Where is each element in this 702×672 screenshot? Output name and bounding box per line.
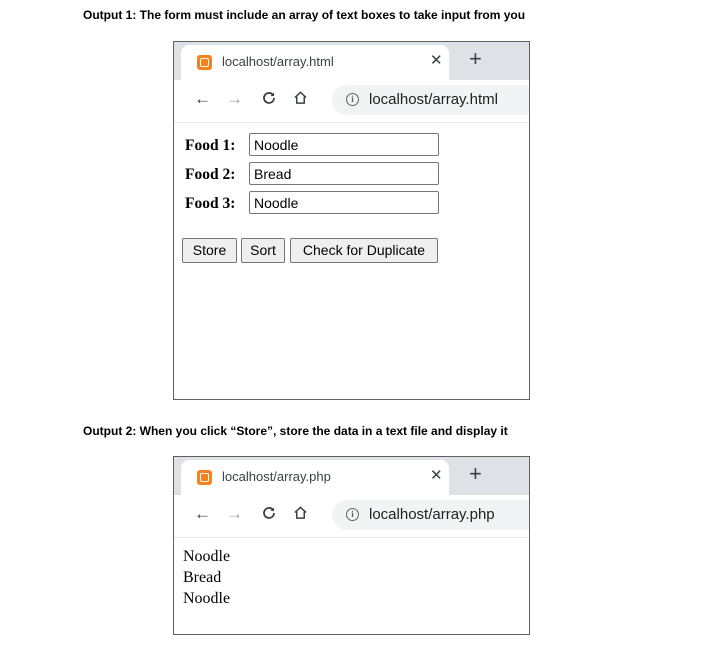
back-arrow-icon[interactable]: ← [194, 504, 211, 523]
forward-arrow-icon[interactable]: → [226, 504, 243, 523]
output-line: Bread [183, 569, 222, 586]
food-input-1[interactable] [249, 133, 439, 156]
output-1-caption: Output 1: The form must include an array of text boxes to take input from you [83, 8, 526, 22]
food-label: Food 2: [185, 166, 236, 183]
store-button[interactable]: Store [182, 238, 237, 263]
output-line: Noodle [183, 548, 231, 565]
reload-icon[interactable] [261, 505, 277, 525]
back-arrow-icon[interactable]: ← [194, 89, 211, 108]
tab-strip [174, 457, 529, 495]
reload-icon[interactable] [261, 90, 277, 110]
home-icon[interactable] [293, 505, 308, 524]
tab-title: localhost/array.php [222, 469, 331, 484]
browser-toolbar [174, 495, 529, 538]
food-input-2[interactable] [249, 162, 439, 185]
forward-arrow-icon[interactable]: → [226, 89, 243, 108]
sort-button[interactable]: Sort [241, 238, 285, 263]
xampp-favicon-icon [197, 470, 212, 485]
output-2-caption: Output 2: When you click “Store”, store the data in a text file and display it [83, 424, 508, 438]
close-icon[interactable]: ✕ [430, 52, 443, 69]
food-label: Food 1: [185, 137, 236, 154]
new-tab-plus-icon[interactable]: + [469, 461, 482, 486]
info-icon[interactable]: i [346, 93, 359, 106]
xampp-favicon-icon [197, 55, 212, 70]
page-content [174, 123, 529, 399]
info-icon[interactable]: i [346, 508, 359, 521]
browser-tab[interactable] [181, 45, 449, 80]
new-tab-plus-icon[interactable]: + [469, 46, 482, 71]
address-bar[interactable] [332, 500, 530, 530]
url-text: localhost/array.html [369, 91, 498, 108]
tab-title: localhost/array.html [222, 54, 334, 69]
check-duplicate-button[interactable]: Check for Duplicate [290, 238, 438, 263]
browser-window-form [173, 41, 530, 400]
browser-toolbar [174, 80, 529, 123]
food-input-3[interactable] [249, 191, 439, 214]
close-icon[interactable]: ✕ [430, 467, 443, 484]
browser-tab[interactable] [181, 460, 449, 495]
food-label: Food 3: [185, 195, 236, 212]
address-bar[interactable] [332, 85, 530, 115]
browser-window-output [173, 456, 530, 635]
home-icon[interactable] [293, 90, 308, 109]
page-content [174, 538, 529, 634]
tab-strip [174, 42, 529, 80]
output-line: Noodle [183, 590, 231, 607]
url-text: localhost/array.php [369, 506, 495, 523]
